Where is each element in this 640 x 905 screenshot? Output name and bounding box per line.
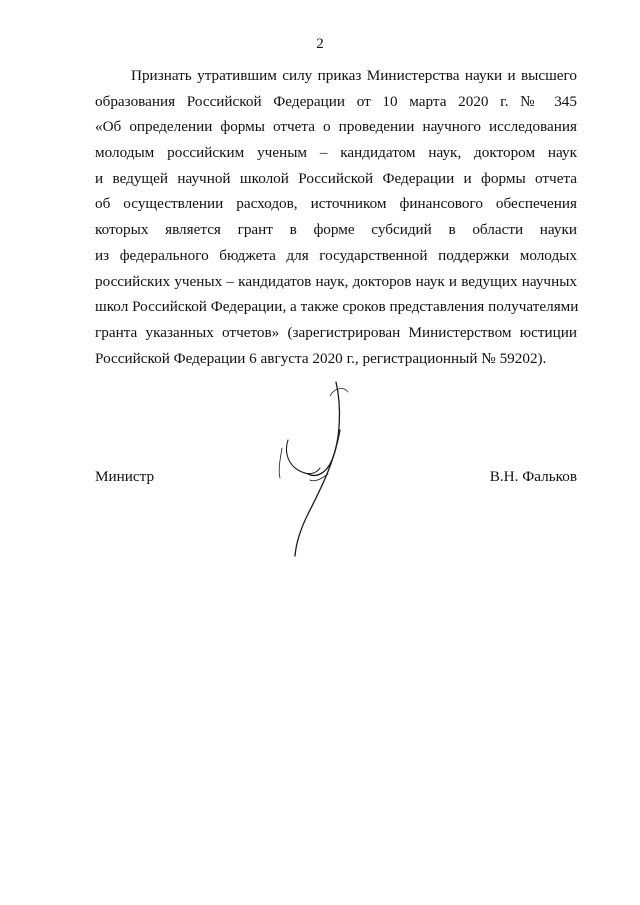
text-line: из федерального бюджета для государственной поддержки молодых: [95, 246, 577, 264]
text-line: гранта указанных отчетов» (зарегистрирован Министерством юстиции: [95, 323, 577, 341]
text-line: образования Российской Федерации от 10 марта 2020 г. № 345: [95, 92, 577, 110]
text-line: школ Российской Федерации, а также сроков представления получателями: [95, 298, 579, 316]
text-line: молодым российским ученым – кандидатом наук, доктором наук: [95, 144, 577, 162]
text-line: «Об определении формы отчета о проведении научного исследования: [95, 118, 577, 136]
text-line: и ведущей научной школой Российской Федерации и формы отчета: [95, 169, 577, 187]
text-line: Российской Федерации 6 августа 2020 г., регистрационный № 59202).: [95, 349, 547, 367]
handwritten-signature: [258, 378, 368, 563]
text-line: которых является грант в форме субсидий в области науки: [95, 221, 577, 239]
text-line: Признать утратившим силу приказ Министерства науки и высшего: [131, 67, 577, 84]
signatory-title: Министр: [95, 468, 155, 485]
order-text: [95, 63, 577, 371]
text-line: российских ученых – кандидатов наук, докторов наук и ведущих научных: [95, 272, 577, 290]
text-line: об осуществлении расходов, источником финансового обеспечения: [95, 195, 577, 213]
page-number: 2: [316, 36, 324, 52]
signatory-name: В.Н. Фальков: [489, 468, 577, 485]
